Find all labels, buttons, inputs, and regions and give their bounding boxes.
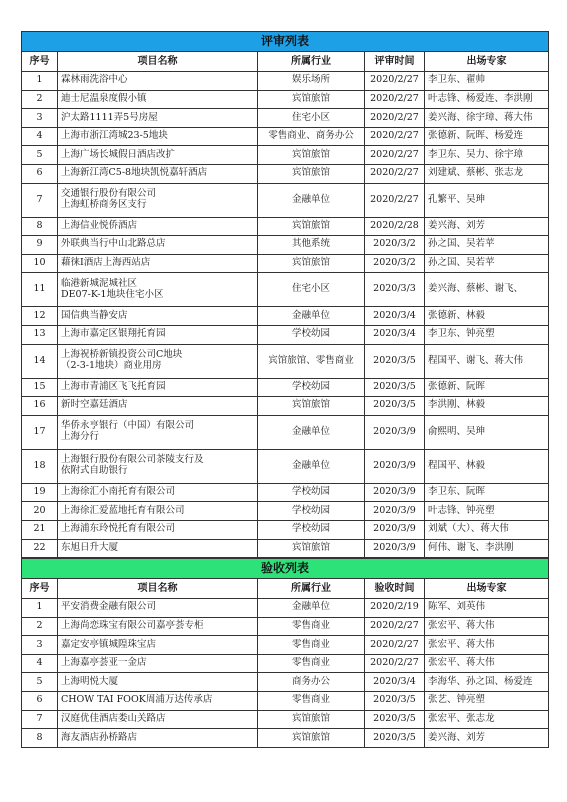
- cell-experts: 叶志锋、杨爱连、李洪刚: [425, 90, 549, 109]
- table-row: [22, 654, 549, 673]
- cell-date: 2020/3/9: [365, 449, 425, 483]
- cell-experts: 李卫东、钟亮塑: [425, 325, 549, 344]
- cell-industry: 其他系统: [258, 236, 365, 255]
- cell-date: 2020/3/2: [365, 236, 425, 255]
- cell-experts: 孙之国、吴若苹: [425, 236, 549, 255]
- review-table: [21, 31, 549, 558]
- cell-date: 2020/3/5: [365, 378, 425, 397]
- cell-no: 9: [22, 236, 58, 255]
- cell-date: 2020/3/9: [365, 415, 425, 449]
- cell-industry: 宾馆旅馆: [258, 90, 365, 109]
- cell-no: 14: [22, 344, 58, 378]
- cell-project-name: 上海新江湾C5-8地块凯悦嘉轩酒店: [58, 164, 258, 183]
- cell-experts: 刘建斌、蔡彬、张志龙: [425, 164, 549, 183]
- table-row: [22, 72, 549, 91]
- cell-no: 5: [22, 146, 58, 165]
- table-row: [22, 146, 549, 165]
- table-row: [22, 449, 549, 483]
- cell-date: 2020/3/5: [365, 397, 425, 416]
- cell-experts: 程国平、林毅: [425, 449, 549, 483]
- cell-date: 2020/3/4: [365, 307, 425, 326]
- cell-industry: 学校幼园: [258, 378, 365, 397]
- cell-experts: 叶志锋、钟亮塑: [425, 502, 549, 521]
- cell-no: 3: [22, 636, 58, 655]
- cell-date: 2020/2/27: [365, 636, 425, 655]
- cell-experts: 陈军、刘英伟: [425, 599, 549, 618]
- cell-project-name: 嘉定安亭镇城隍珠宝店: [58, 636, 258, 655]
- cell-industry: 金融单位: [258, 307, 365, 326]
- table-row: [22, 325, 549, 344]
- cell-date: 2020/2/27: [365, 617, 425, 636]
- table-row: [22, 307, 549, 326]
- col-header-industry: 所属行业: [258, 579, 365, 599]
- cell-no: 15: [22, 378, 58, 397]
- table-row: [22, 273, 549, 307]
- table-row: [22, 502, 549, 521]
- acceptance-title: 验收列表: [22, 559, 549, 579]
- cell-date: 2020/3/4: [365, 673, 425, 692]
- cell-project-name: 交通银行股份有限公司 上海虹桥商务区支行: [58, 183, 258, 217]
- col-header-no: 序号: [22, 52, 58, 72]
- cell-no: 2: [22, 90, 58, 109]
- cell-experts: 张宏平、蒋大伟: [425, 636, 549, 655]
- table-row: [22, 520, 549, 539]
- cell-date: 2020/2/27: [365, 127, 425, 146]
- table-row: [22, 673, 549, 692]
- cell-date: 2020/3/4: [365, 325, 425, 344]
- cell-project-name: 上海徐汇小南托育有限公司: [58, 483, 258, 502]
- cell-project-name: 上海银行股份有限公司茶陵支行及 依附式自助银行: [58, 449, 258, 483]
- cell-project-name: 藉徕I酒店上海西站店: [58, 254, 258, 273]
- cell-no: 4: [22, 127, 58, 146]
- acceptance-header-row: [22, 579, 549, 599]
- cell-date: 2020/3/5: [365, 692, 425, 711]
- cell-industry: 宾馆旅馆: [258, 146, 365, 165]
- table-row: [22, 127, 549, 146]
- cell-date: 2020/2/27: [365, 90, 425, 109]
- cell-project-name: 沪太路1111弄5号房屋: [58, 109, 258, 128]
- table-row: [22, 483, 549, 502]
- cell-project-name: 新时空嘉廷酒店: [58, 397, 258, 416]
- table-row: [22, 617, 549, 636]
- cell-project-name: 霖林雨洗浴中心: [58, 72, 258, 91]
- cell-project-name: 上海祝桥新镇投资公司C地块 （2-3-1地块）商业用房: [58, 344, 258, 378]
- cell-no: 4: [22, 654, 58, 673]
- cell-project-name: 东旭日升大厦: [58, 539, 258, 558]
- cell-date: 2020/3/5: [365, 729, 425, 748]
- cell-date: 2020/2/27: [365, 146, 425, 165]
- col-header-name: 项目名称: [58, 52, 258, 72]
- cell-experts: 张艺、钟亮塑: [425, 692, 549, 711]
- cell-experts: 姜兴海、刘芳: [425, 729, 549, 748]
- cell-industry: 宾馆旅馆: [258, 164, 365, 183]
- cell-no: 7: [22, 183, 58, 217]
- table-row: [22, 344, 549, 378]
- cell-no: 17: [22, 415, 58, 449]
- cell-industry: 住宅小区: [258, 109, 365, 128]
- cell-industry: 商务办公: [258, 673, 365, 692]
- cell-project-name: 上海市青浦区飞飞托育园: [58, 378, 258, 397]
- cell-experts: 张德新、林毅: [425, 307, 549, 326]
- cell-no: 22: [22, 539, 58, 558]
- cell-project-name: 外联典当行中山北路总店: [58, 236, 258, 255]
- cell-no: 6: [22, 164, 58, 183]
- cell-industry: 零售商业: [258, 654, 365, 673]
- col-header-date: 验收时间: [365, 579, 425, 599]
- cell-no: 5: [22, 673, 58, 692]
- cell-date: 2020/2/27: [365, 654, 425, 673]
- cell-industry: 零售商业: [258, 617, 365, 636]
- cell-no: 20: [22, 502, 58, 521]
- cell-project-name: 上海广场长城假日酒店改扩: [58, 146, 258, 165]
- cell-industry: 宾馆旅馆: [258, 729, 365, 748]
- cell-date: 2020/3/3: [365, 273, 425, 307]
- table-row: [22, 710, 549, 729]
- cell-industry: 宾馆旅馆: [258, 397, 365, 416]
- cell-experts: 张宏平、蒋大伟: [425, 654, 549, 673]
- table-row: [22, 378, 549, 397]
- col-header-experts: 出场专家: [425, 579, 549, 599]
- cell-no: 6: [22, 692, 58, 711]
- cell-industry: 金融单位: [258, 415, 365, 449]
- col-header-industry: 所属行业: [258, 52, 365, 72]
- cell-project-name: 上海嘉亭荟亚一金店: [58, 654, 258, 673]
- cell-industry: 娱乐场所: [258, 72, 365, 91]
- cell-date: 2020/3/5: [365, 344, 425, 378]
- cell-no: 11: [22, 273, 58, 307]
- cell-experts: 李卫东、翟帅: [425, 72, 549, 91]
- cell-experts: 李卫东、吴力、徐宇璋: [425, 146, 549, 165]
- cell-project-name: 临港新城泥城社区 DE07-K-1地块住宅小区: [58, 273, 258, 307]
- col-header-no: 序号: [22, 579, 58, 599]
- col-header-date: 评审时间: [365, 52, 425, 72]
- cell-industry: 宾馆旅馆: [258, 539, 365, 558]
- col-header-name: 项目名称: [58, 579, 258, 599]
- table-row: [22, 254, 549, 273]
- table-row: [22, 729, 549, 748]
- table-row: [22, 692, 549, 711]
- cell-experts: 张宏平、蒋大伟: [425, 617, 549, 636]
- cell-project-name: 上海尚恋珠宝有限公司嘉亭荟专柜: [58, 617, 258, 636]
- cell-no: 10: [22, 254, 58, 273]
- cell-date: 2020/2/19: [365, 599, 425, 618]
- cell-no: 8: [22, 217, 58, 236]
- cell-date: 2020/2/27: [365, 183, 425, 217]
- table-row: [22, 636, 549, 655]
- table-row: [22, 236, 549, 255]
- cell-date: 2020/3/9: [365, 483, 425, 502]
- table-row: [22, 415, 549, 449]
- cell-experts: 张德新、阮晖: [425, 378, 549, 397]
- cell-no: 2: [22, 617, 58, 636]
- cell-industry: 学校幼园: [258, 483, 365, 502]
- cell-date: 2020/3/2: [365, 254, 425, 273]
- cell-no: 16: [22, 397, 58, 416]
- cell-experts: 刘斌（大）、蒋大伟: [425, 520, 549, 539]
- cell-industry: 学校幼园: [258, 325, 365, 344]
- cell-experts: 张宏平、张志龙: [425, 710, 549, 729]
- review-header-row: [22, 52, 549, 72]
- cell-date: 2020/3/9: [365, 539, 425, 558]
- cell-project-name: 迪士尼温泉度假小镇: [58, 90, 258, 109]
- document: [21, 31, 548, 748]
- cell-industry: 金融单位: [258, 449, 365, 483]
- cell-no: 13: [22, 325, 58, 344]
- cell-project-name: 华侨永亨银行（中国）有限公司 上海分行: [58, 415, 258, 449]
- cell-industry: 宾馆旅馆: [258, 217, 365, 236]
- cell-no: 1: [22, 72, 58, 91]
- cell-experts: 李海华、孙之国、杨爱连: [425, 673, 549, 692]
- table-row: [22, 164, 549, 183]
- cell-industry: 宾馆旅馆: [258, 254, 365, 273]
- cell-experts: 俞熙明、吴珅: [425, 415, 549, 449]
- cell-no: 12: [22, 307, 58, 326]
- cell-project-name: 平安消费金融有限公司: [58, 599, 258, 618]
- table-row: [22, 217, 549, 236]
- cell-no: 18: [22, 449, 58, 483]
- cell-experts: 姜兴海、徐宇璋、蒋大伟: [425, 109, 549, 128]
- cell-experts: 姜兴海、蔡彬、谢飞、: [425, 273, 549, 307]
- cell-date: 2020/3/9: [365, 520, 425, 539]
- cell-industry: 住宅小区: [258, 273, 365, 307]
- cell-project-name: 国信典当静安店: [58, 307, 258, 326]
- cell-project-name: 上海信业悦侨酒店: [58, 217, 258, 236]
- table-row: [22, 183, 549, 217]
- cell-industry: 金融单位: [258, 599, 365, 618]
- acceptance-table: [21, 558, 549, 748]
- cell-no: 3: [22, 109, 58, 128]
- cell-industry: 宾馆旅馆、零售商业: [258, 344, 365, 378]
- cell-experts: 何伟、谢飞、李洪刚: [425, 539, 549, 558]
- cell-date: 2020/2/27: [365, 72, 425, 91]
- cell-date: 2020/2/28: [365, 217, 425, 236]
- cell-project-name: CHOW TAI FOOK周浦万达传承店: [58, 692, 258, 711]
- cell-project-name: 上海徐汇爱蓝地托育有限公司: [58, 502, 258, 521]
- cell-industry: 学校幼园: [258, 520, 365, 539]
- col-header-experts: 出场专家: [425, 52, 549, 72]
- cell-no: 21: [22, 520, 58, 539]
- table-row: [22, 539, 549, 558]
- cell-project-name: 上海市浙江湾城23-5地块: [58, 127, 258, 146]
- cell-date: 2020/2/27: [365, 164, 425, 183]
- cell-date: 2020/3/9: [365, 502, 425, 521]
- table-row: [22, 90, 549, 109]
- review-title: 评审列表: [22, 32, 549, 52]
- cell-no: 19: [22, 483, 58, 502]
- cell-experts: 孔繁平、吴珅: [425, 183, 549, 217]
- table-row: [22, 397, 549, 416]
- cell-no: 8: [22, 729, 58, 748]
- cell-industry: 宾馆旅馆: [258, 710, 365, 729]
- cell-industry: 零售商业: [258, 692, 365, 711]
- cell-industry: 零售商业、商务办公: [258, 127, 365, 146]
- cell-project-name: 汉庭优佳酒店娄山关路店: [58, 710, 258, 729]
- cell-experts: 姜兴海、刘芳: [425, 217, 549, 236]
- cell-industry: 金融单位: [258, 183, 365, 217]
- cell-industry: 学校幼园: [258, 502, 365, 521]
- cell-no: 1: [22, 599, 58, 618]
- table-row: [22, 109, 549, 128]
- table-row: [22, 599, 549, 618]
- cell-project-name: 上海市嘉定区银翔托育园: [58, 325, 258, 344]
- cell-experts: 程国平、谢飞、蒋大伟: [425, 344, 549, 378]
- cell-experts: 李洪刚、林毅: [425, 397, 549, 416]
- cell-no: 7: [22, 710, 58, 729]
- cell-experts: 孙之国、吴若苹: [425, 254, 549, 273]
- cell-industry: 零售商业: [258, 636, 365, 655]
- cell-project-name: 上海浦东玲悦托育有限公司: [58, 520, 258, 539]
- cell-date: 2020/3/5: [365, 710, 425, 729]
- cell-date: 2020/2/27: [365, 109, 425, 128]
- cell-project-name: 海友酒店孙桥路店: [58, 729, 258, 748]
- cell-project-name: 上海明悦大厦: [58, 673, 258, 692]
- cell-experts: 李卫东、阮晖: [425, 483, 549, 502]
- cell-experts: 张德新、阮晖、杨爱连: [425, 127, 549, 146]
